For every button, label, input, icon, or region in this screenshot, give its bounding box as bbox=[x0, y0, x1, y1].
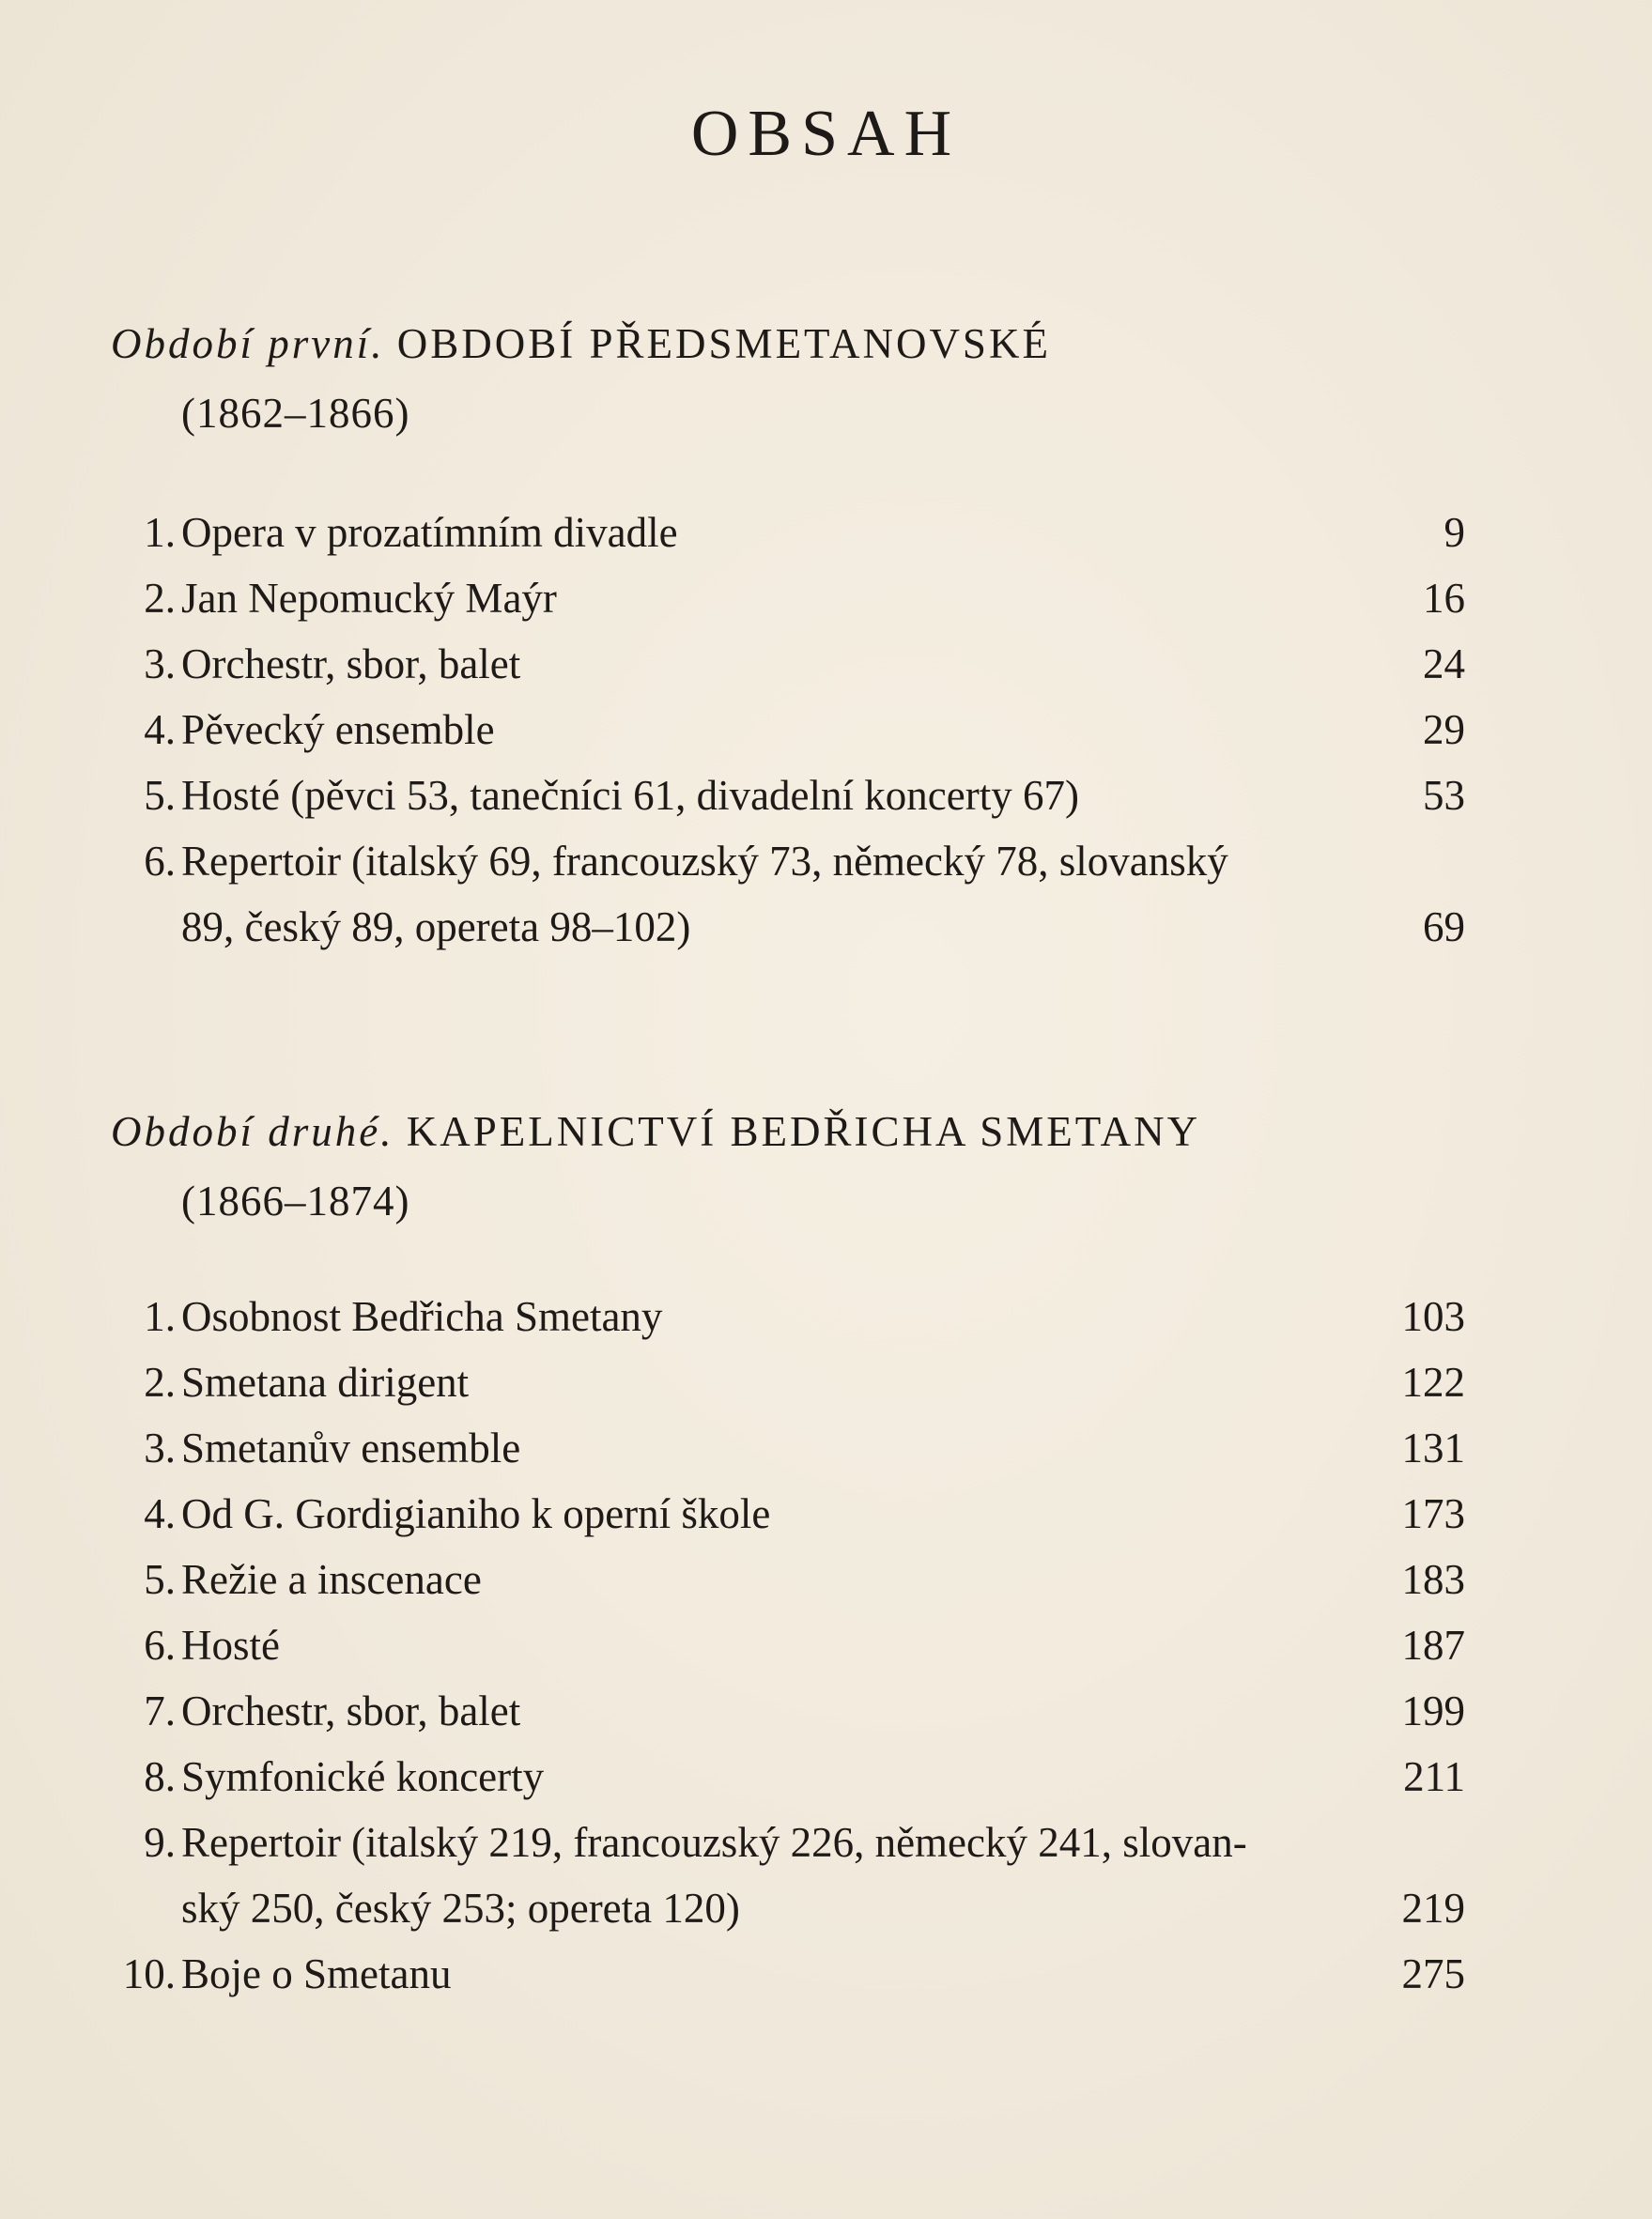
entry-title: Orchestr, sbor, balet bbox=[181, 1687, 521, 1734]
entry-title: Od G. Gordigianiho k operní škole bbox=[181, 1490, 771, 1537]
entry-title: Opera v prozatímním divadle bbox=[181, 509, 678, 556]
entry-number: 1. bbox=[144, 1293, 176, 1340]
toc-entry bbox=[0, 1349, 1652, 1415]
entry-number: 3. bbox=[144, 640, 176, 687]
section-title: OBDOBÍ PŘEDSMETANOVSKÉ bbox=[396, 320, 1051, 367]
entry-title: Režie a inscenace bbox=[181, 1556, 482, 1603]
entry-page-number: 275 bbox=[1401, 1950, 1465, 1997]
section-entries bbox=[0, 1284, 1652, 2007]
entry-title: Jan Nepomucký Maýr bbox=[181, 575, 557, 622]
entry-number: 2. bbox=[144, 1359, 176, 1406]
toc-entry bbox=[0, 1744, 1652, 1810]
toc-entry bbox=[0, 828, 1652, 894]
toc-entry bbox=[0, 1941, 1652, 2007]
section-heading bbox=[111, 309, 1426, 448]
toc-entry bbox=[0, 1875, 1652, 1941]
section-years: (1866–1874) bbox=[181, 1178, 410, 1225]
entry-page-number: 53 bbox=[1423, 772, 1465, 819]
entry-page-number: 122 bbox=[1401, 1359, 1465, 1406]
toc-entry bbox=[0, 1612, 1652, 1678]
page-title: OBSAH bbox=[690, 98, 962, 170]
entry-title: Pěvecký ensemble bbox=[181, 706, 495, 753]
entry-title: Smetanův ensemble bbox=[181, 1425, 521, 1472]
toc-entry bbox=[0, 1481, 1652, 1547]
entry-page-number: 69 bbox=[1423, 903, 1465, 950]
entry-title: Symfonické koncerty bbox=[181, 1753, 545, 1800]
entry-page-number: 187 bbox=[1401, 1622, 1465, 1669]
entry-title: Smetana dirigent bbox=[181, 1359, 470, 1406]
entry-number: 1. bbox=[144, 509, 176, 556]
section-entries bbox=[0, 500, 1652, 960]
toc-entry bbox=[0, 1547, 1652, 1612]
entry-title: Osobnost Bedřicha Smetany bbox=[181, 1293, 663, 1340]
toc-entry bbox=[0, 697, 1652, 763]
section-heading bbox=[111, 1097, 1426, 1236]
toc-entry bbox=[0, 565, 1652, 631]
entry-number: 9. bbox=[144, 1819, 176, 1866]
entry-page-number: 24 bbox=[1423, 640, 1465, 687]
entry-title: 89, český 89, opereta 98–102) bbox=[181, 903, 691, 950]
entry-page-number: 9 bbox=[1444, 509, 1465, 556]
entry-page-number: 103 bbox=[1401, 1293, 1465, 1340]
entry-number: 5. bbox=[144, 772, 176, 819]
toc-entry bbox=[0, 631, 1652, 697]
entry-number: 8. bbox=[144, 1753, 176, 1800]
entry-number: 4. bbox=[144, 1490, 176, 1537]
entry-title: Repertoir (italský 219, francouzský 226, německý 241, slovan- bbox=[181, 1819, 1247, 1866]
entry-page-number: 29 bbox=[1423, 706, 1465, 753]
entry-page-number: 199 bbox=[1401, 1687, 1465, 1734]
entry-number: 7. bbox=[144, 1687, 176, 1734]
entry-title: Repertoir (italský 69, francouzský 73, německý 78, slovanský bbox=[181, 838, 1228, 885]
entry-title: Orchestr, sbor, balet bbox=[181, 640, 521, 687]
toc-entry bbox=[0, 763, 1652, 828]
toc-entry bbox=[0, 1678, 1652, 1744]
entry-page-number: 16 bbox=[1423, 575, 1465, 622]
section-years: (1862–1866) bbox=[181, 390, 410, 437]
entry-title: Hosté bbox=[181, 1622, 280, 1669]
entry-page-number: 219 bbox=[1401, 1885, 1465, 1932]
entry-page-number: 173 bbox=[1401, 1490, 1465, 1537]
entry-page-number: 183 bbox=[1401, 1556, 1465, 1603]
entry-number: 3. bbox=[144, 1425, 176, 1472]
entry-title: ský 250, český 253; opereta 120) bbox=[181, 1885, 740, 1932]
entry-number: 6. bbox=[144, 838, 176, 885]
section-title: KAPELNICTVÍ BEDŘICHA SMETANY bbox=[406, 1108, 1201, 1155]
entry-number: 4. bbox=[144, 706, 176, 753]
toc-entry bbox=[0, 500, 1652, 565]
entry-page-number: 211 bbox=[1403, 1753, 1465, 1800]
section-label: Období druhé. bbox=[111, 1108, 394, 1155]
entry-number: 10. bbox=[122, 1950, 176, 1997]
toc-entry bbox=[0, 1284, 1652, 1349]
entry-number: 6. bbox=[144, 1622, 176, 1669]
entry-page-number: 131 bbox=[1401, 1425, 1465, 1472]
toc-entry bbox=[0, 1810, 1652, 1875]
entry-title: Boje o Smetanu bbox=[181, 1950, 452, 1997]
entry-title: Hosté (pěvci 53, tanečníci 61, divadelní koncerty 67) bbox=[181, 772, 1079, 819]
entry-number: 2. bbox=[144, 575, 176, 622]
toc-entry bbox=[0, 894, 1652, 960]
toc-entry bbox=[0, 1415, 1652, 1481]
entry-number: 5. bbox=[144, 1556, 176, 1603]
section-label: Období první. bbox=[111, 320, 385, 367]
